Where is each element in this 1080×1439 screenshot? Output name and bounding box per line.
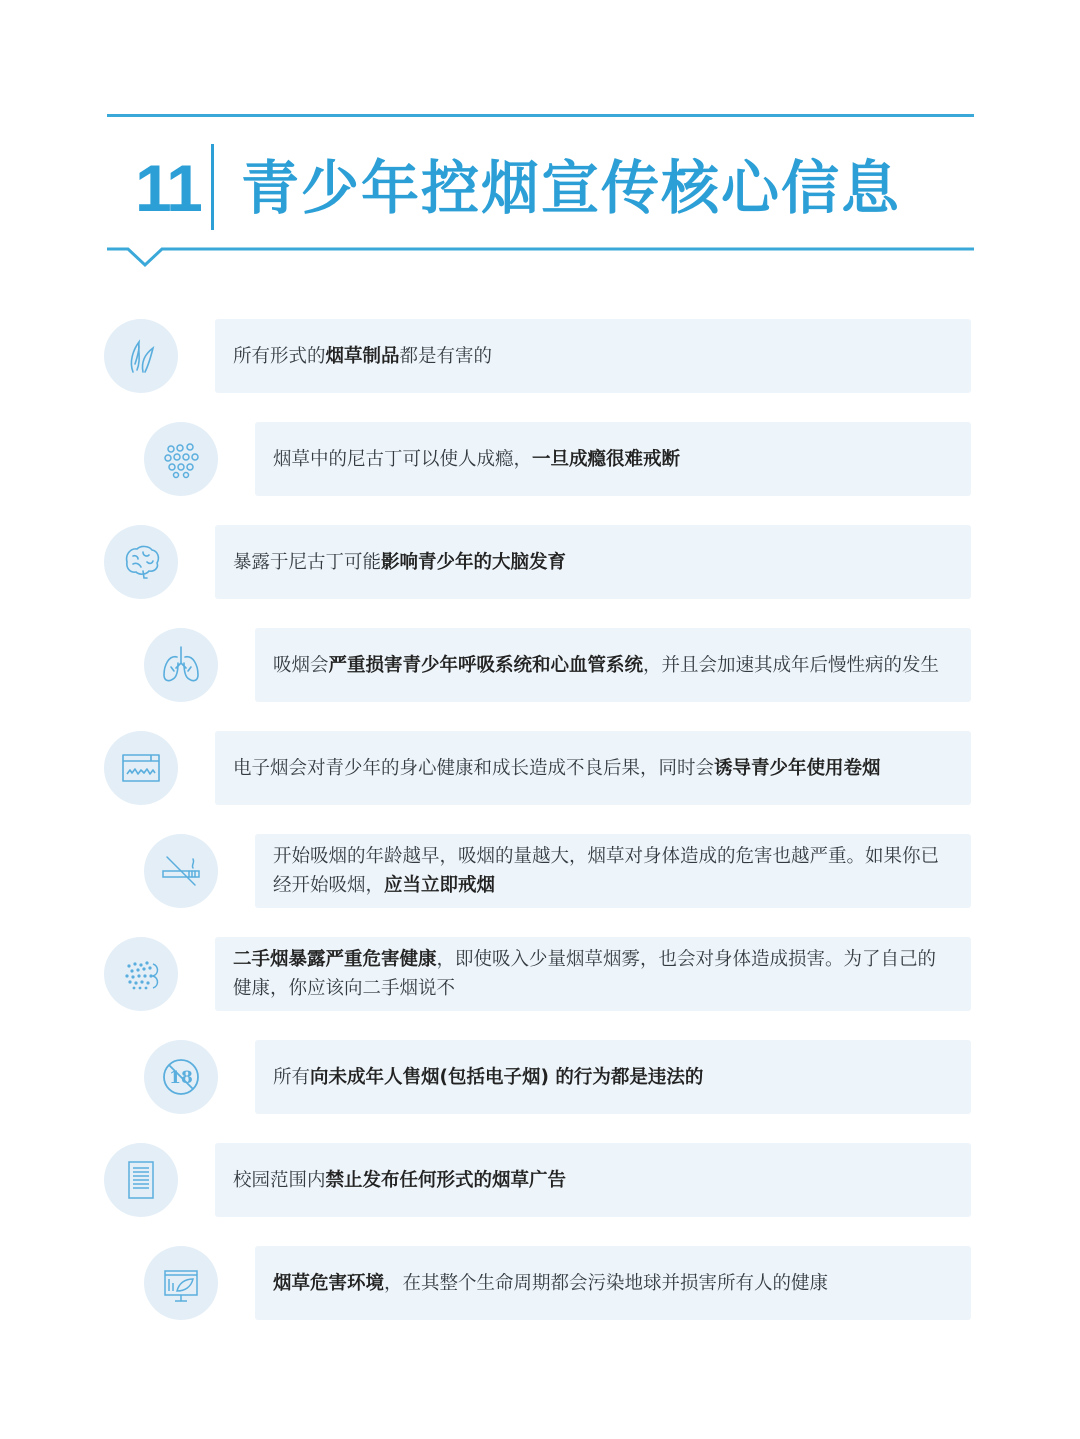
message-box: 电子烟会对青少年的身心健康和成长造成不良后果，同时会诱导青少年使用卷烟 bbox=[215, 731, 971, 805]
brain-icon bbox=[104, 525, 178, 599]
environment-icon bbox=[144, 1246, 218, 1320]
no-smoking-icon bbox=[144, 834, 218, 908]
message-box: 所有向未成年人售烟(包括电子烟) 的行为都是违法的 bbox=[255, 1040, 971, 1114]
message-box: 开始吸烟的年龄越早，吸烟的量越大，烟草对身体造成的危害也越严重。如果你已经开始吸烟，应当立即戒烟 bbox=[255, 834, 971, 908]
list-item bbox=[0, 319, 1080, 393]
list-item bbox=[0, 731, 1080, 805]
header-divider bbox=[211, 144, 214, 230]
tobacco-leaf-icon bbox=[104, 319, 178, 393]
message-box: 烟草危害环境，在其整个生命周期都会污染地球并损害所有人的健康 bbox=[255, 1246, 971, 1320]
list-item bbox=[0, 937, 1080, 1011]
nicotine-molecule-icon bbox=[144, 422, 218, 496]
message-box: 暴露于尼古丁可能影响青少年的大脑发育 bbox=[215, 525, 971, 599]
lungs-icon bbox=[144, 628, 218, 702]
section-header bbox=[107, 132, 974, 244]
list-item bbox=[0, 525, 1080, 599]
e-cigarette-icon bbox=[104, 731, 178, 805]
list-item bbox=[0, 834, 1080, 908]
section-number: 11 bbox=[135, 151, 201, 225]
list-item bbox=[0, 1040, 1080, 1114]
header-bottom-rule bbox=[0, 244, 1080, 274]
message-box: 校园范围内禁止发布任何形式的烟草广告 bbox=[215, 1143, 971, 1217]
list-item bbox=[0, 628, 1080, 702]
message-box: 所有形式的烟草制品都是有害的 bbox=[215, 319, 971, 393]
message-box: 二手烟暴露严重危害健康，即使吸入少量烟草烟雾，也会对身体造成损害。为了自己的健康，你应该向二手烟说不 bbox=[215, 937, 971, 1011]
header-top-rule bbox=[107, 114, 974, 117]
list-item bbox=[0, 1143, 1080, 1217]
document-icon bbox=[104, 1143, 178, 1217]
list-item bbox=[0, 422, 1080, 496]
page-title: 青少年控烟宣传核心信息 bbox=[241, 154, 902, 222]
message-box: 吸烟会严重损害青少年呼吸系统和心血管系统，并且会加速其成年后慢性病的发生 bbox=[255, 628, 971, 702]
message-box: 烟草中的尼古丁可以使人成瘾，一旦成瘾很难戒断 bbox=[255, 422, 971, 496]
list-item bbox=[0, 1246, 1080, 1320]
secondhand-smoke-icon bbox=[104, 937, 178, 1011]
age-18-label: 18 bbox=[169, 1068, 193, 1088]
no-under-18-icon bbox=[144, 1040, 218, 1114]
